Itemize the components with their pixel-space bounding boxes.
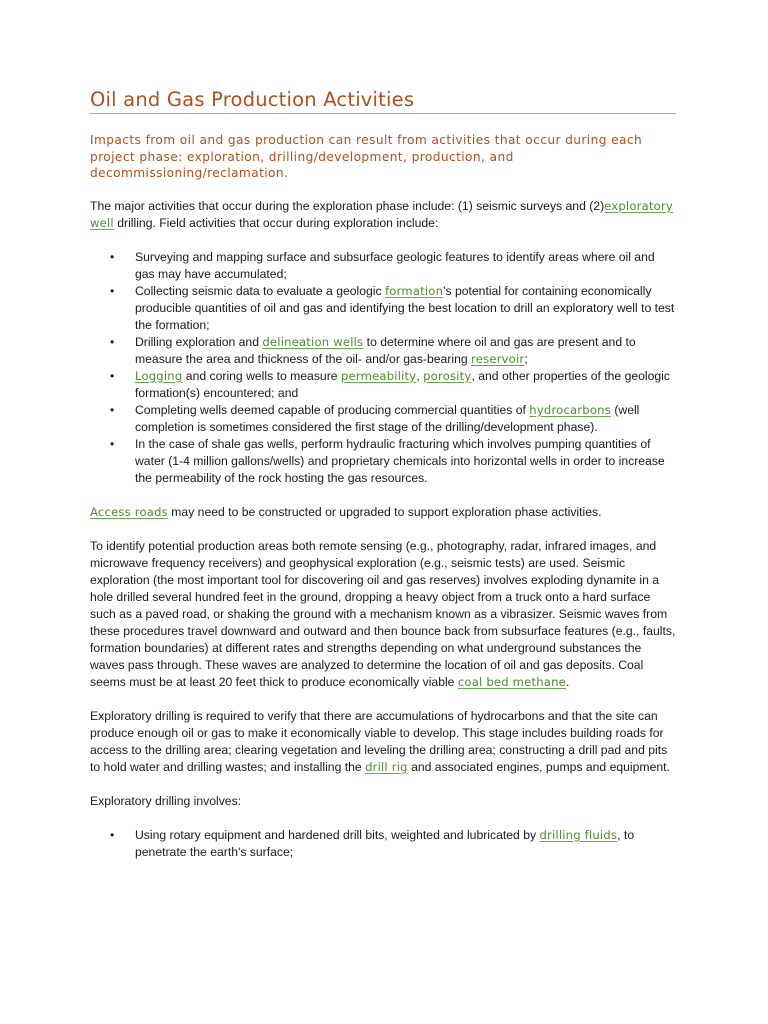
exploration-activities-paragraph [90,198,676,232]
text-run: , to penetrate the earth's surface; [135,827,635,859]
text-run: to determine where oil and gas are present and to measure the area and thickness of the oil- and/or gas-bearing [135,334,636,366]
list-item [90,436,676,487]
link-access-roads[interactable]: Access roads [90,504,168,519]
link-logging[interactable]: Logging [135,368,183,383]
list-item [90,827,676,861]
text-run: , and other properties of the geologic formation(s) encountered; and [135,368,670,400]
text-run: and associated engines, pumps and equipment. [407,759,670,774]
link-drilling-fluids[interactable]: drilling fluids [539,827,618,842]
link-formation[interactable]: formation [385,283,444,298]
text-run: Surveying and mapping surface and subsurface geologic features to identify areas where oil and gas may have accumulated; [135,249,655,281]
exploratory-drilling-paragraph [90,708,676,776]
text-run: . [565,674,570,689]
access-roads-paragraph [90,504,676,521]
link-delineation-wells[interactable]: delineation wells [262,334,364,349]
text-run: To identify potential production areas both remote sensing (e.g., photography, radar, infrared images, and microwave frequency receivers) and geophysical exploration (e.g., seismic tests) are used. Seismic exploration (the most important tool for discovering oil and gas reserves) involves exploding dynamite in a hole drilled several hundred feet in the ground, dropping a heavy object from a truck onto a hard surface such as a paved road, or shaking the ground with a mechanism known as a vibrasizer. Seismic waves from these procedures travel downward and outward and then bounce back from subsurface features (e.g., faults, formation boundaries) at different rates and strengths depending on what underground substances the waves pass through. These waves are analyzed to determine the location of oil and gas deposits. Coal seems must be at least 20 feet thick to produce economically viable [90,538,676,689]
text-run: , [416,368,424,383]
text-run: The major activities that occur during the exploration phase include: (1) seismic surveys and (2) [90,198,605,213]
link-permeability[interactable]: permeability [340,368,417,383]
text-run: In the case of shale gas wells, perform hydraulic fracturing which involves pumping quantities of water (1-4 million gallons/wells) and proprietary chemicals into horizontal wells in order to increase the permeability of the rock hosting the gas resources. [135,436,665,485]
text-run: Exploratory drilling is required to verify that there are accumulations of hydrocarbons and that the site can produce enough oil or gas to make it economically viable to develop. This stage includes building roads for access to the drilling area; clearing vegetation and leveling the drilling area; constructing a drill pad and pits to hold water and drilling wastes; and installing the [90,708,668,774]
text-run: Completing wells deemed capable of producing commercial quantities of [135,402,530,417]
document-content [90,88,676,861]
page-title: Oil and Gas Production Activities [90,88,676,114]
text-run: and coring wells to measure [182,368,341,383]
text-run: 's potential for containing economically producible quantities of oil and gas and identifying the best location to drill an exploratory well to test the formation; [135,283,675,332]
link-porosity[interactable]: porosity [423,368,472,383]
text-run: Drilling exploration and [135,334,263,349]
remote-sensing-paragraph [90,538,676,691]
text-run: Collecting seismic data to evaluate a geologic [135,283,385,298]
link-hydrocarbons[interactable]: hydrocarbons [529,402,611,417]
text-run: may need to be constructed or upgraded to support exploration phase activities. [167,504,602,519]
field-activities-list [90,249,676,487]
link-coal-bed-methane[interactable]: coal bed methane [457,674,566,689]
link-drill-rig[interactable]: drill rig [365,759,408,774]
text-run: ; [524,351,528,366]
list-item [90,249,676,283]
drilling-steps-list [90,827,676,861]
intro-paragraph: Impacts from oil and gas production can result from activities that occur during each project phase: exploration, drilling/development, production, and decommissioning/reclamation. [90,133,643,180]
text-run: (well completion is sometimes considered the first stage of the drilling/development phase). [135,402,640,434]
list-item [90,334,676,368]
text-run: Using rotary equipment and hardened drill bits, weighted and lubricated by [135,827,540,842]
list-item [90,402,676,436]
text-run: drilling. Field activities that occur during exploration include: [113,215,439,230]
list-item [90,368,676,402]
link-exploratory-well[interactable]: exploratory well [90,198,673,230]
exploratory-drilling-involves-paragraph: Exploratory drilling involves: [90,793,242,808]
list-item [90,283,676,334]
link-reservoir[interactable]: reservoir [471,351,525,366]
